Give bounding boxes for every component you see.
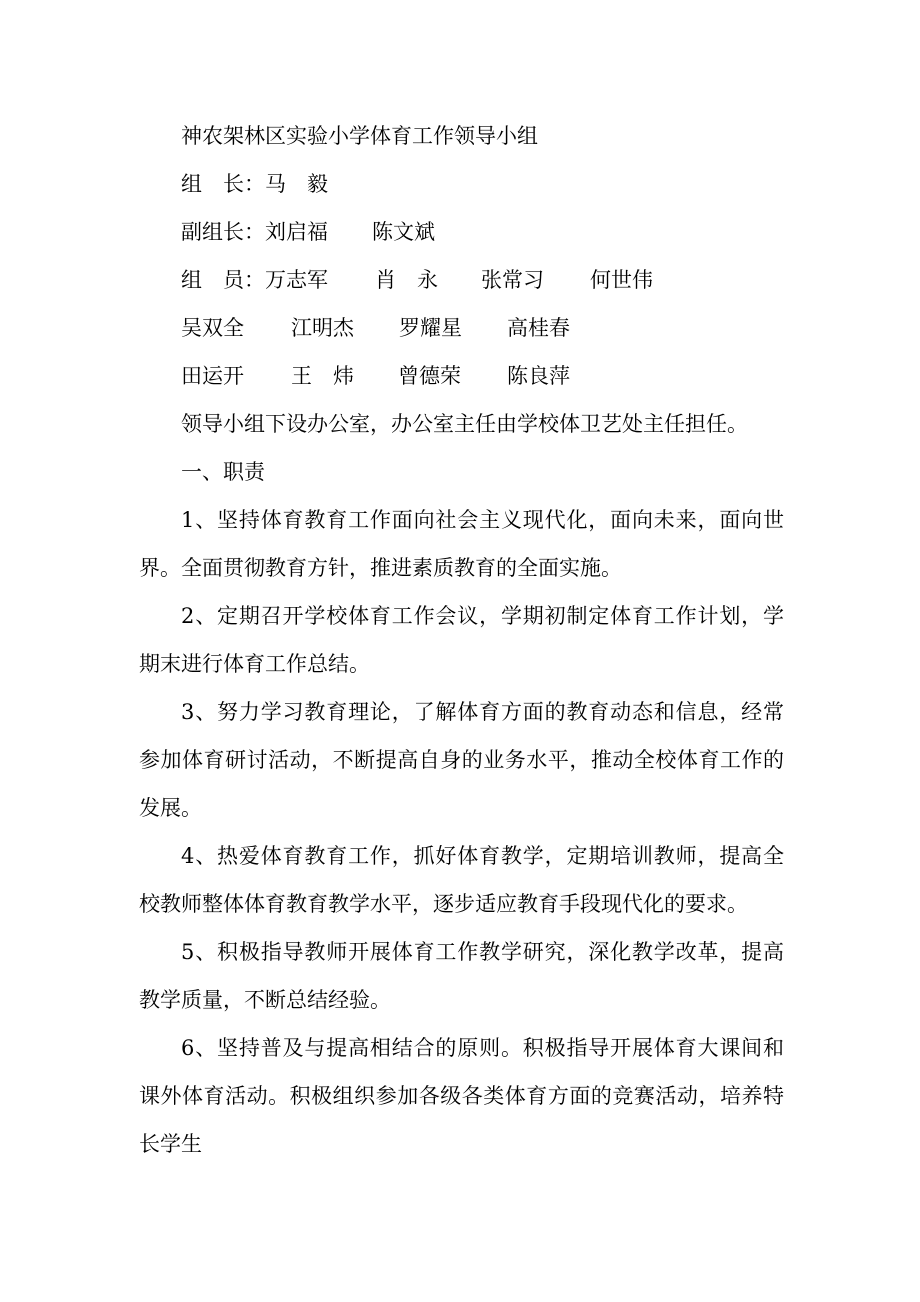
members-row xyxy=(181,316,570,340)
duty-6-line: 课外体育活动。积极组织参加各级各类体育方面的竞赛活动，培养特 xyxy=(139,1084,784,1108)
section-heading: 一、职责 xyxy=(181,460,265,484)
leader-line xyxy=(181,172,328,196)
duty-4-line: 校教师整体体育教育教学水平，逐步适应教育手段现代化的要求。 xyxy=(139,892,748,916)
member-name: 何世伟 xyxy=(590,268,653,292)
duty-5-line: 教学质量，不断总结经验。 xyxy=(139,988,391,1012)
deputy-name: 陈文斌 xyxy=(372,220,435,244)
duty-2-line: 2、定期召开学校体育工作会议，学期初制定体育工作计划，学 xyxy=(181,604,784,628)
member-name: 罗耀星 xyxy=(399,316,462,340)
duty-1-line: 界。全面贯彻教育方针，推进素质教育的全面实施。 xyxy=(139,556,622,580)
duty-6-line: 长学生 xyxy=(139,1132,202,1156)
duty-5-line: 5、积极指导教师开展体育工作教学研究，深化教学改革，提高 xyxy=(181,940,784,964)
duty-1-line: 1、坚持体育教育工作面向社会主义现代化，面向未来，面向世 xyxy=(181,508,784,532)
duty-3-line: 发展。 xyxy=(139,796,202,820)
deputy-name: 刘启福 xyxy=(265,220,328,244)
member-name: 曾德荣 xyxy=(398,364,461,388)
duty-3-line: 3、努力学习教育理论，了解体育方面的教育动态和信息，经常 xyxy=(181,700,784,724)
leader-name: 马 毅 xyxy=(265,172,328,196)
leader-label: 组 长： xyxy=(181,172,265,196)
members-label: 组 员： xyxy=(181,268,265,292)
member-name: 张常习 xyxy=(481,268,544,292)
duty-6-line: 6、坚持普及与提高相结合的原则。积极指导开展体育大课间和 xyxy=(181,1036,784,1060)
deputy-line xyxy=(181,220,435,244)
members-line xyxy=(181,268,653,292)
member-name: 王 炜 xyxy=(291,364,354,388)
member-name: 田运开 xyxy=(181,364,244,388)
member-name: 高桂春 xyxy=(507,316,570,340)
duty-4-line: 4、热爱体育教育工作，抓好体育教学，定期培训教师，提高全 xyxy=(181,844,784,868)
document-title: 神农架林区实验小学体育工作领导小组 xyxy=(181,124,538,148)
duty-3-line: 参加体育研讨活动，不断提高自身的业务水平，推动全校体育工作的 xyxy=(139,748,784,772)
member-name: 吴双全 xyxy=(181,316,244,340)
members-row xyxy=(181,364,570,388)
member-name: 肖 永 xyxy=(375,268,438,292)
member-name: 陈良萍 xyxy=(507,364,570,388)
office-note: 领导小组下设办公室，办公室主任由学校体卫艺处主任担任。 xyxy=(181,412,748,436)
deputy-label: 副组长： xyxy=(181,220,265,244)
duty-2-line: 期末进行体育工作总结。 xyxy=(139,652,370,676)
member-name: 万志军 xyxy=(265,268,328,292)
member-name: 江明杰 xyxy=(291,316,354,340)
